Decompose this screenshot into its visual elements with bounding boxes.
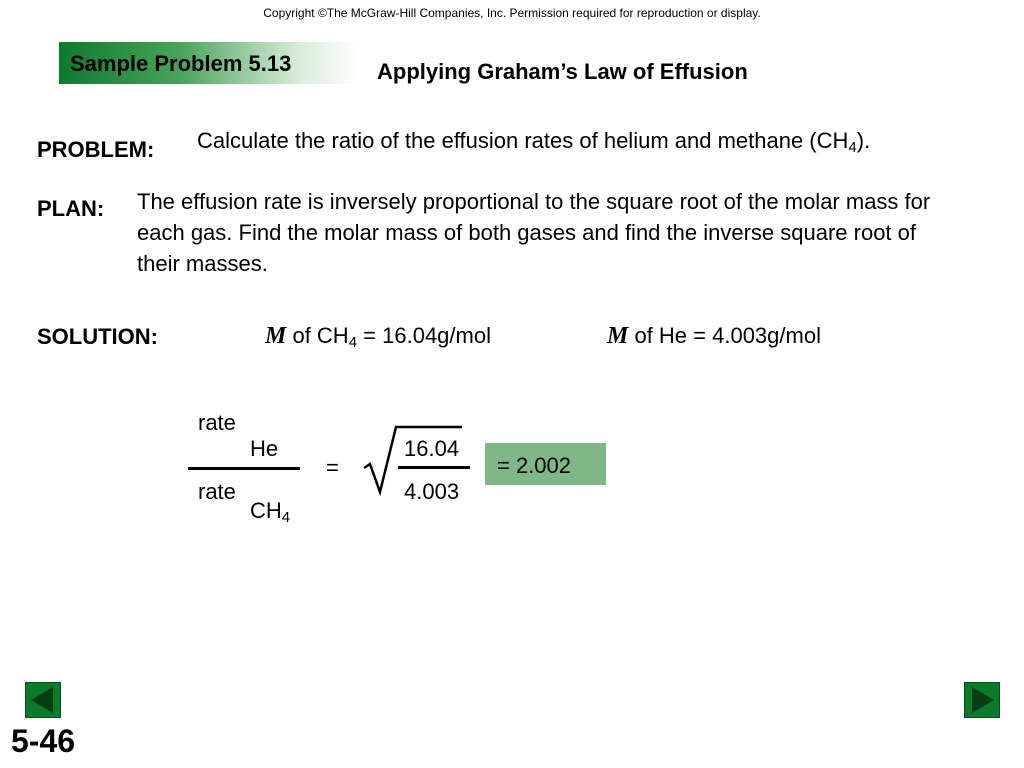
ch4-subscript: 4 — [348, 334, 358, 351]
ch4-value: = 16.04g/mol — [357, 323, 491, 348]
equals-sign: = — [326, 455, 339, 480]
he-value: of He = 4.003g/mol — [628, 323, 821, 348]
previous-slide-arrow-icon — [26, 683, 60, 717]
rate-fraction-bar — [188, 467, 300, 470]
slide-title: Applying Graham’s Law of Effusion — [377, 59, 748, 84]
answer-value: = 2.002 — [497, 453, 572, 478]
ch4-formula-subscript: 4 — [281, 509, 291, 526]
rate-denominator-subscript-ch4 — [250, 498, 290, 524]
problem-subscript: 4 — [848, 139, 857, 156]
sample-problem-label: Sample Problem 5.13 — [70, 51, 292, 76]
ch4-prefix: of CH — [286, 323, 349, 348]
molar-mass-ch4 — [265, 323, 491, 350]
plan-text: The effusion rate is inversely proportional to the square root of the molar mass for each gas. Find the molar mass of both gases and find the inverse square root of their masses. — [137, 189, 931, 276]
rate-numerator: rate — [198, 410, 236, 435]
problem-text — [197, 128, 870, 154]
copyright-notice: Copyright ©The McGraw-Hill Companies, Inc. Permission required for reproduction or display. — [263, 6, 761, 20]
molar-mass-symbol-he: M — [607, 323, 629, 349]
next-slide-arrow-icon — [965, 683, 999, 717]
root-denominator: 4.003 — [404, 479, 460, 504]
problem-label: PROBLEM: — [37, 137, 155, 162]
root-fraction-bar — [398, 466, 470, 469]
molar-mass-he — [607, 323, 821, 350]
molar-mass-symbol: M — [265, 323, 287, 349]
next-slide-button[interactable] — [964, 682, 1000, 718]
problem-text-tail: ). — [856, 128, 871, 153]
rate-numerator-subscript-he: He — [250, 436, 279, 461]
rate-denominator: rate — [198, 479, 236, 504]
solution-label: SOLUTION: — [37, 324, 158, 349]
plan-label: PLAN: — [37, 196, 105, 221]
page-number: 5-46 — [11, 723, 76, 759]
problem-text-main: Calculate the ratio of the effusion rates of helium and methane (CH — [197, 128, 849, 153]
root-numerator: 16.04 — [404, 436, 460, 461]
ch4-formula: CH — [250, 498, 282, 523]
previous-slide-button[interactable] — [25, 682, 61, 718]
